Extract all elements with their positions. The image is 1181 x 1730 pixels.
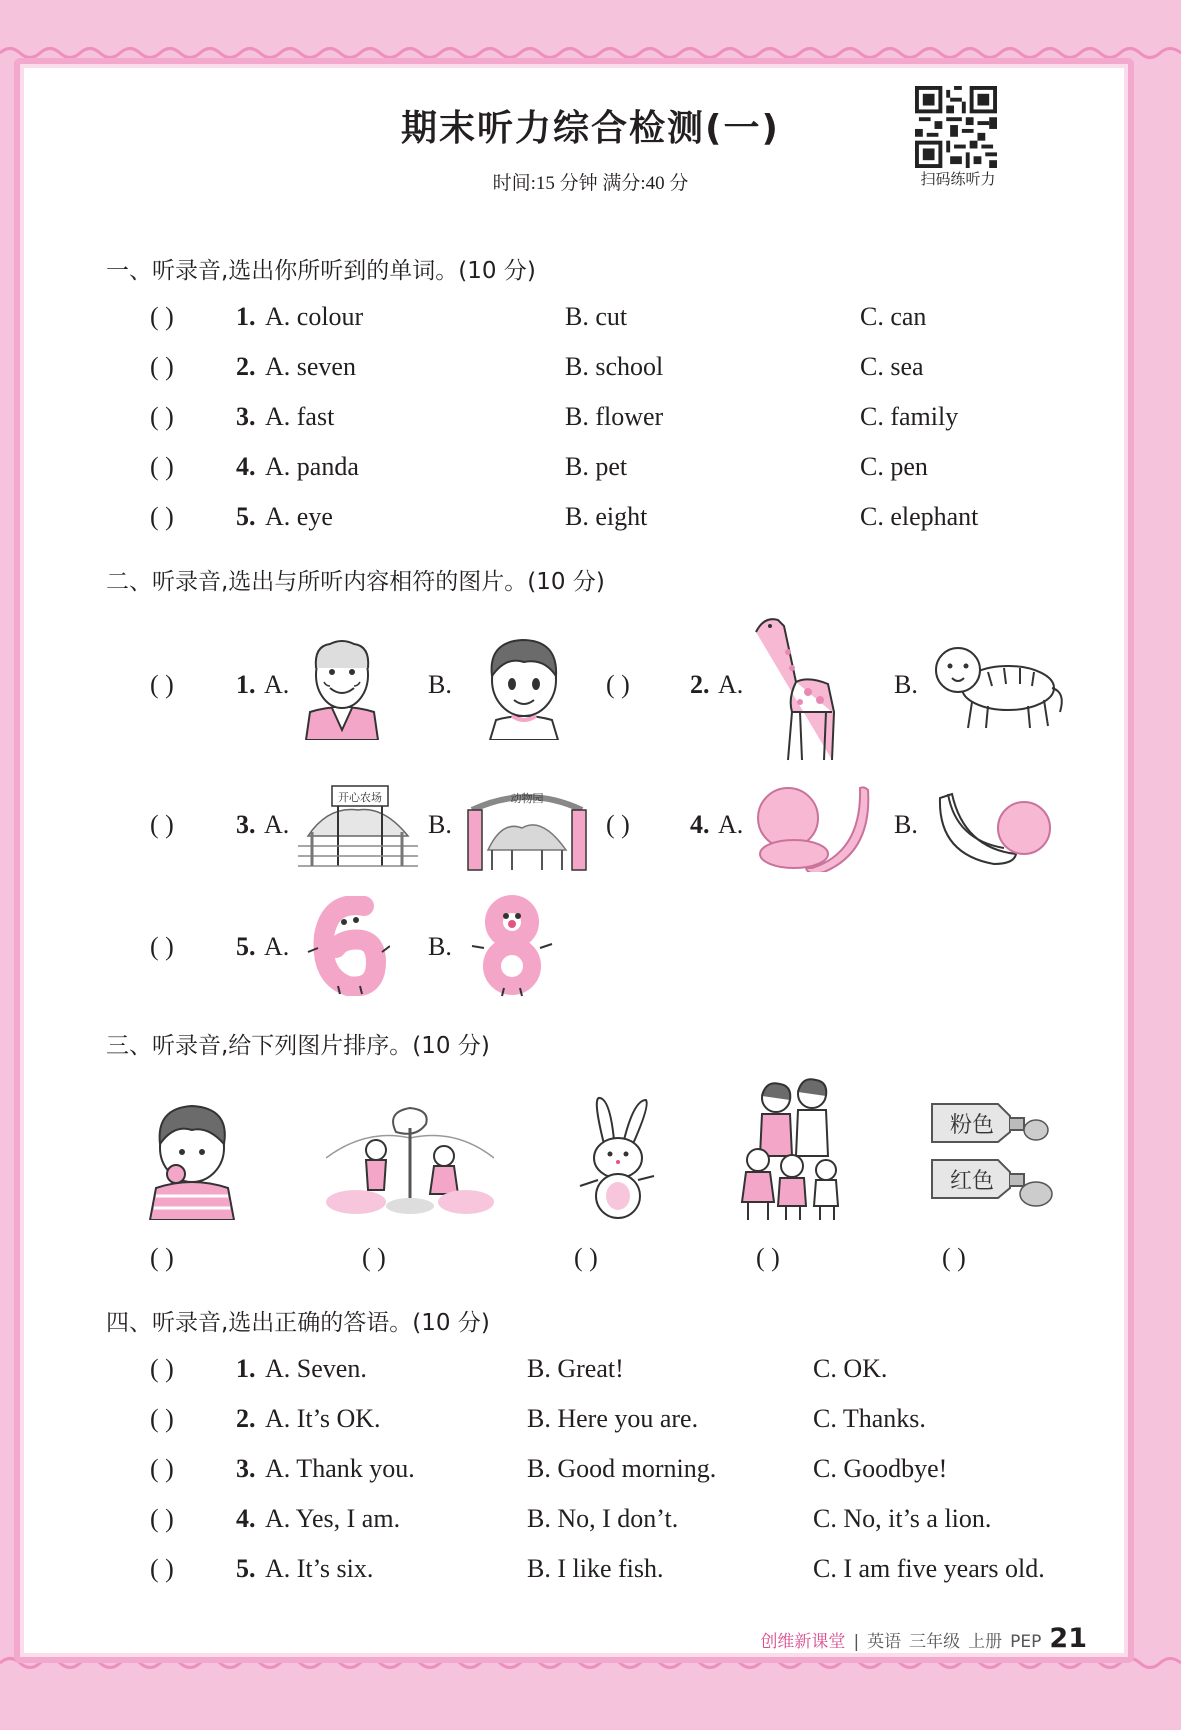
answer-blank[interactable]: ( ) xyxy=(150,452,174,481)
qr-code-label: 扫码练听力 xyxy=(920,172,996,188)
time-score-info: 时间:15 分钟 满分:40 分 xyxy=(492,173,689,194)
answer-blank[interactable]: ( ) xyxy=(150,1354,174,1383)
boy-icon[interactable] xyxy=(478,628,570,740)
grade-label: 三年级 xyxy=(909,1632,961,1652)
question-number: 4. xyxy=(236,1504,256,1533)
peach-banana-icon[interactable] xyxy=(752,782,870,872)
section4-title: 四、听录音,选出正确的答语。(10 分) xyxy=(106,1310,490,1336)
question-number: 2. xyxy=(236,352,256,381)
answer-blank[interactable]: ( ) xyxy=(606,810,630,839)
option-c: C. No, it’s a lion. xyxy=(813,1504,992,1533)
question-number: 4. xyxy=(690,810,710,839)
option-a-label: A. xyxy=(718,670,744,699)
question-number: 5. xyxy=(236,1554,256,1583)
section1-question-3 xyxy=(150,402,1100,436)
farm-sign-text: 开心农场 xyxy=(338,791,382,804)
paint-tubes-icon[interactable] xyxy=(928,1096,1056,1222)
option-b-label: B. xyxy=(428,932,452,961)
option-c: C. sea xyxy=(860,352,924,381)
number-six-icon[interactable] xyxy=(304,896,390,996)
grandpa-icon[interactable] xyxy=(296,630,388,740)
option-c: C. I am five years old. xyxy=(813,1554,1045,1583)
option-b: B. No, I don’t. xyxy=(527,1504,679,1533)
option-b: B. I like fish. xyxy=(527,1554,664,1583)
section1-title: 一、听录音,选出你所听到的单词。(10 分) xyxy=(106,258,536,284)
question-number: 3. xyxy=(236,402,256,431)
answer-blank[interactable]: ( ) xyxy=(150,502,174,531)
page-footer xyxy=(760,1623,1087,1654)
answer-blank[interactable]: ( ) xyxy=(150,1454,174,1483)
option-c: C. family xyxy=(860,402,959,431)
order-blank-5[interactable]: ( ) xyxy=(942,1243,966,1272)
option-a: A. seven xyxy=(265,352,356,381)
order-blank-3[interactable]: ( ) xyxy=(574,1243,598,1272)
answer-blank[interactable]: ( ) xyxy=(150,1504,174,1533)
question-number: 3. xyxy=(236,810,256,839)
option-b: B. flower xyxy=(565,402,664,431)
section4-question-1 xyxy=(150,1354,1100,1388)
option-a: A. Seven. xyxy=(265,1354,367,1383)
answer-blank[interactable]: ( ) xyxy=(606,670,630,699)
section4-question-5 xyxy=(150,1554,1100,1588)
section1-question-4 xyxy=(150,452,1100,486)
section4-question-4 xyxy=(150,1504,1100,1538)
child-thinking-icon[interactable] xyxy=(146,1096,238,1220)
option-a: A. Thank you. xyxy=(265,1454,415,1483)
question-number: 1. xyxy=(236,670,256,699)
option-a: A. eye xyxy=(265,502,333,531)
option-b-label: B. xyxy=(894,810,918,839)
option-c: C. elephant xyxy=(860,502,979,531)
farm-icon[interactable] xyxy=(298,776,418,876)
option-b: B. cut xyxy=(565,302,628,331)
option-c: C. Thanks. xyxy=(813,1404,926,1433)
answer-blank[interactable]: ( ) xyxy=(150,1554,174,1583)
section4-question-2 xyxy=(150,1404,1100,1438)
option-a: A. It’s six. xyxy=(265,1554,374,1583)
option-b-label: B. xyxy=(428,810,452,839)
red-paint-label: 红色 xyxy=(949,1169,995,1194)
option-a-label: A. xyxy=(264,670,290,699)
option-b: B. Here you are. xyxy=(527,1404,699,1433)
option-a-label: A. xyxy=(718,810,744,839)
subject-label: 英语 xyxy=(867,1632,902,1652)
option-b: B. Good morning. xyxy=(527,1454,717,1483)
question-number: 4. xyxy=(236,452,256,481)
question-number: 2. xyxy=(690,670,710,699)
number-eight-icon[interactable] xyxy=(470,894,554,998)
option-a: A. It’s OK. xyxy=(265,1404,381,1433)
section3-title: 三、听录音,给下列图片排序。(10 分) xyxy=(106,1033,490,1059)
brand-name: 创维新课堂 xyxy=(760,1632,846,1652)
zoo-icon[interactable] xyxy=(462,780,592,874)
pink-paint-label: 粉色 xyxy=(949,1113,995,1138)
answer-blank[interactable]: ( ) xyxy=(150,670,174,699)
option-b: B. eight xyxy=(565,502,648,531)
giraffe-icon[interactable] xyxy=(748,612,846,762)
option-a: A. panda xyxy=(265,452,359,481)
section1-question-1 xyxy=(150,302,1100,336)
option-c: C. Goodbye! xyxy=(813,1454,948,1483)
question-number: 3. xyxy=(236,1454,256,1483)
rabbit-icon[interactable] xyxy=(574,1092,658,1222)
option-b: B. pet xyxy=(565,452,628,481)
family-icon[interactable] xyxy=(740,1076,844,1222)
page-number: 21 xyxy=(1049,1623,1087,1654)
option-b-label: B. xyxy=(428,670,452,699)
volume-label: 上册 xyxy=(968,1632,1003,1652)
page-title: 期末听力综合检测(一) xyxy=(401,108,780,149)
order-blank-1[interactable]: ( ) xyxy=(150,1243,174,1272)
question-number: 5. xyxy=(236,932,256,961)
option-a: A. fast xyxy=(265,402,335,431)
answer-blank[interactable]: ( ) xyxy=(150,352,174,381)
planting-tree-icon[interactable] xyxy=(326,1098,494,1220)
answer-blank[interactable]: ( ) xyxy=(150,302,174,331)
option-c: C. can xyxy=(860,302,927,331)
question-number: 5. xyxy=(236,502,256,531)
section1-question-2 xyxy=(150,352,1100,386)
answer-blank[interactable]: ( ) xyxy=(150,402,174,431)
option-c: C. pen xyxy=(860,452,928,481)
answer-blank[interactable]: ( ) xyxy=(150,932,174,961)
qr-code-icon[interactable] xyxy=(915,86,997,168)
footer-divider: | xyxy=(853,1632,860,1652)
section4-question-3 xyxy=(150,1454,1100,1488)
question-number: 1. xyxy=(236,1354,256,1383)
order-blank-2[interactable]: ( ) xyxy=(362,1243,386,1272)
option-a-label: A. xyxy=(264,810,290,839)
zoo-sign-text: 动物园 xyxy=(510,792,544,805)
section1-question-5 xyxy=(150,502,1100,536)
order-blank-4[interactable]: ( ) xyxy=(756,1243,780,1272)
option-a-label: A. xyxy=(264,932,290,961)
question-number: 1. xyxy=(236,302,256,331)
option-b: B. school xyxy=(565,352,664,381)
option-a: A. colour xyxy=(265,302,364,331)
answer-blank[interactable]: ( ) xyxy=(150,1404,174,1433)
option-a: A. Yes, I am. xyxy=(265,1504,401,1533)
banana-peach-icon[interactable] xyxy=(934,784,1054,870)
edition-label: PEP xyxy=(1010,1632,1042,1652)
section2-title: 二、听录音,选出与所听内容相符的图片。(10 分) xyxy=(106,569,605,595)
option-c: C. OK. xyxy=(813,1354,888,1383)
option-b: B. Great! xyxy=(527,1354,624,1383)
question-number: 2. xyxy=(236,1404,256,1433)
tiger-icon[interactable] xyxy=(928,636,1066,732)
answer-blank[interactable]: ( ) xyxy=(150,810,174,839)
option-b-label: B. xyxy=(894,670,918,699)
